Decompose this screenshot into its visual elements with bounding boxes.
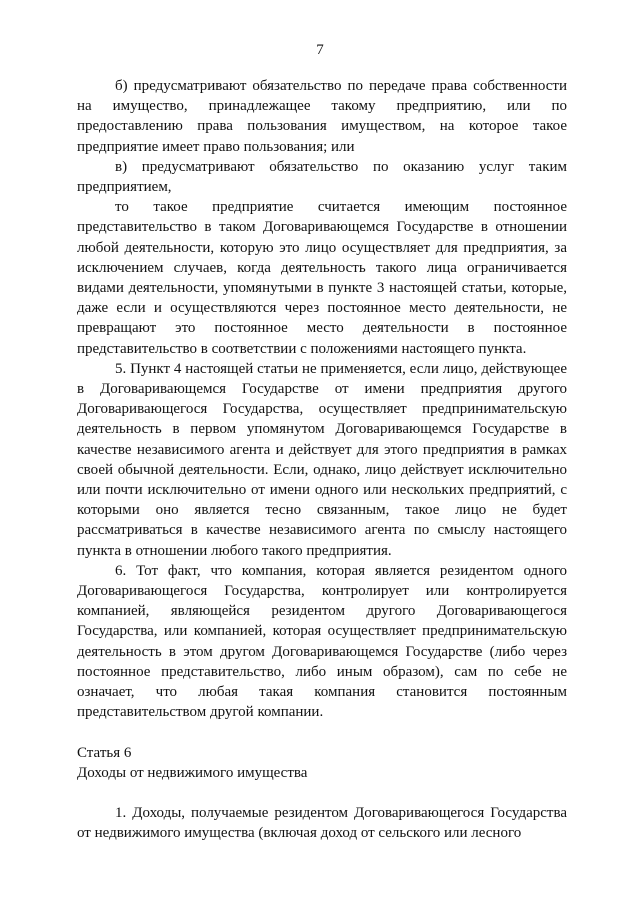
article-number: Статья 6 bbox=[77, 744, 132, 761]
article-6-paragraph-1: 1. Доходы, получаемые резидентом Договаривающегося Государства от недвижимого имущества (включая доход от сельского или лесного bbox=[77, 804, 567, 842]
paragraph-6: 6. Тот факт, что компания, которая является резидентом одного Договаривающегося Государства, контролирует или контролируется компанией, являющейся резидентом другого Договаривающегося Государства, или компанией, которая осуществляет предпринимательскую деятельность в этом другом Договаривающемся Государстве (либо через постоянное представительство, либо иным образом), сам по себе не означает, что любая такая компания становится постоянным представительством другой компании. bbox=[77, 562, 567, 721]
article-title: Доходы от недвижимого имущества bbox=[77, 764, 308, 781]
document-body bbox=[77, 76, 567, 843]
paragraph-consequence: то такое предприятие считается имеющим постоянное представительство в таком Договаривающемся Государстве в отношении любой деятельности, которую это лицо осуществляет для предприятия, за исключением случаев, когда деятельность такого лица ограничивается видами деятельности, упомянутыми в пункте 3 настоящей статьи, которые, даже если и осуществляются через постоянное место деятельности, не превращают это постоянное место деятельности в постоянное представительство в соответствии с положениями настоящего пункта. bbox=[77, 199, 567, 357]
paragraph-b: б) предусматривают обязательство по передаче права собственности на имущество, принадлежащее такому предприятию, или по предоставлению права пользования имуществом, на которое такое предприятие имеет право пользования; или bbox=[77, 78, 567, 155]
paragraph-5: 5. Пункт 4 настоящей статьи не применяется, если лицо, действующее в Договаривающемся Государстве от имени предприятия другого Договаривающегося Государства, осуществляет предпринимательскую деятельность в первом упомянутом Договаривающемся Государстве в качестве независимого агента и действует для этого предприятия в рамках своей обычной деятельности. Если, однако, лицо действует исключительно или почти исключительно от имени одного или нескольких предприятий, с которыми оно является тесно связанным, такое лицо не будет рассматриваться в качестве независимого агента по смыслу настоящего пункта в отношении любого такого предприятия. bbox=[77, 360, 567, 559]
page-number: 7 bbox=[316, 42, 324, 58]
paragraph-v: в) предусматривают обязательство по оказанию услуг таким предприятием, bbox=[77, 158, 567, 196]
